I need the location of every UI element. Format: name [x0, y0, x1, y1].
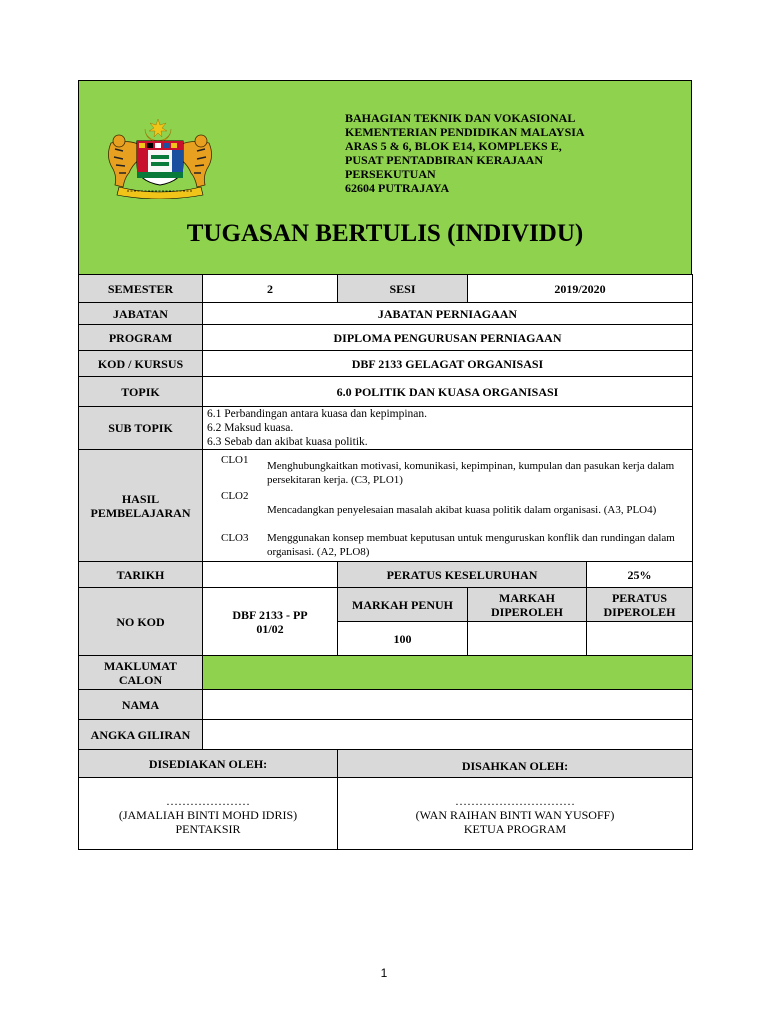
address-line: PERSEKUTUAN — [345, 167, 436, 181]
kod-kursus-label: KOD / KURSUS — [79, 351, 203, 377]
angka-giliran-label: ANGKA GILIRAN — [79, 720, 203, 750]
address-line: BAHAGIAN TEKNIK DAN VOKASIONAL — [345, 111, 576, 125]
prepared-signature-block — [79, 778, 338, 850]
tarikh-label: TARIKH — [79, 562, 203, 588]
cover-header — [78, 80, 692, 274]
coat-of-arms-logo — [105, 117, 215, 199]
address-line: 62604 PUTRAJAYA — [345, 181, 450, 193]
angka-giliran-field[interactable] — [203, 720, 693, 750]
sesi-value: 2019/2020 — [468, 275, 693, 303]
markah-diperoleh-field[interactable] — [468, 622, 587, 656]
sesi-label: SESI — [338, 275, 468, 303]
maklumat-calon-label: MAKLUMAT CALON — [79, 656, 203, 690]
nama-label: NAMA — [79, 690, 203, 720]
semester-label: SEMESTER — [79, 275, 203, 303]
clo-code: CLO1 — [221, 453, 249, 466]
subtopik-label: SUB TOPIK — [79, 407, 203, 450]
approved-signature-block — [338, 778, 693, 850]
disahkan-oleh-label: DISAHKAN OLEH: — [338, 750, 693, 778]
topik-label: TOPIK — [79, 377, 203, 407]
clo-description: Menghubungkaitkan motivasi, komunikasi, kepimpinan, kumpulan dan pasukan kerja dalam persekitaran kerja. (C3, PLO1) — [267, 459, 675, 486]
clo-description: Mencadangkan penyelesaian masalah akibat kuasa politik dalam organisasi. (A3, PLO4) — [267, 503, 657, 516]
clo-code: CLO3 — [221, 531, 249, 544]
signature-line: ………………………… — [455, 794, 575, 808]
markah-diperoleh-label: MARKAH DIPEROLEH — [468, 588, 587, 622]
no-kod-value: DBF 2133 - PP 01/02 — [203, 588, 338, 656]
markah-penuh-value: 100 — [338, 622, 468, 656]
address-line: PUSAT PENTADBIRAN KERAJAAN — [345, 153, 544, 167]
peratus-keseluruhan-value: 25% — [587, 562, 693, 588]
approver-role: KETUA PROGRAM — [463, 822, 567, 836]
no-kod-label: NO KOD — [79, 588, 203, 656]
ministry-address — [345, 111, 675, 193]
topik-value: 6.0 POLITIK DAN KUASA ORGANISASI — [203, 377, 693, 407]
peratus-keseluruhan-label: PERATUS KESELURUHAN — [338, 562, 587, 588]
maklumat-calon-band — [203, 656, 693, 690]
subtopik-item: 6.1 Perbandingan antara kuasa dan kepimpinan. — [207, 408, 428, 420]
jabatan-label: JABATAN — [79, 303, 203, 325]
subtopik-item: 6.2 Maksud kuasa. — [207, 422, 294, 434]
approver-name: (WAN RAIHAN BINTI WAN YUSOFF) — [415, 808, 615, 822]
markah-penuh-label: MARKAH PENUH — [338, 588, 468, 622]
document-title: TUGASAN BERTULIS (INDIVIDU) — [186, 220, 584, 247]
nama-field[interactable] — [203, 690, 693, 720]
signature-line: ………………… — [166, 794, 250, 808]
jabatan-value: JABATAN PERNIAGAAN — [203, 303, 693, 325]
subtopik-item: 6.3 Sebab dan akibat kuasa politik. — [207, 436, 368, 448]
peratus-diperoleh-field[interactable] — [587, 622, 693, 656]
preparer-name: (JAMALIAH BINTI MOHD IDRIS) — [118, 808, 298, 822]
hasil-pembelajaran-label: HASIL PEMBELAJARAN — [79, 450, 203, 562]
kod-kursus-value: DBF 2133 GELAGAT ORGANISASI — [203, 351, 693, 377]
clo-code: CLO2 — [221, 489, 249, 502]
assignment-details-table — [78, 274, 693, 850]
clo-list — [203, 450, 693, 562]
page-number: 1 — [380, 966, 388, 980]
subtopik-list — [203, 407, 693, 450]
semester-value: 2 — [203, 275, 338, 303]
peratus-diperoleh-label: PERATUS DIPEROLEH — [587, 588, 693, 622]
address-line: ARAS 5 & 6, BLOK E14, KOMPLEKS E, — [345, 139, 562, 153]
disediakan-oleh-label: DISEDIAKAN OLEH: — [79, 750, 338, 778]
program-label: PROGRAM — [79, 325, 203, 351]
tarikh-field[interactable] — [203, 562, 338, 588]
clo-description: Menggunakan konsep membuat keputusan untuk menguruskan konflik dan rundingan dalam organisasi. (A2, PLO8) — [267, 531, 675, 558]
program-value: DIPLOMA PENGURUSAN PERNIAGAAN — [203, 325, 693, 351]
address-line: KEMENTERIAN PENDIDIKAN MALAYSIA — [345, 125, 585, 139]
assignment-cover-sheet — [78, 80, 692, 850]
preparer-role: PENTAKSIR — [175, 822, 241, 836]
